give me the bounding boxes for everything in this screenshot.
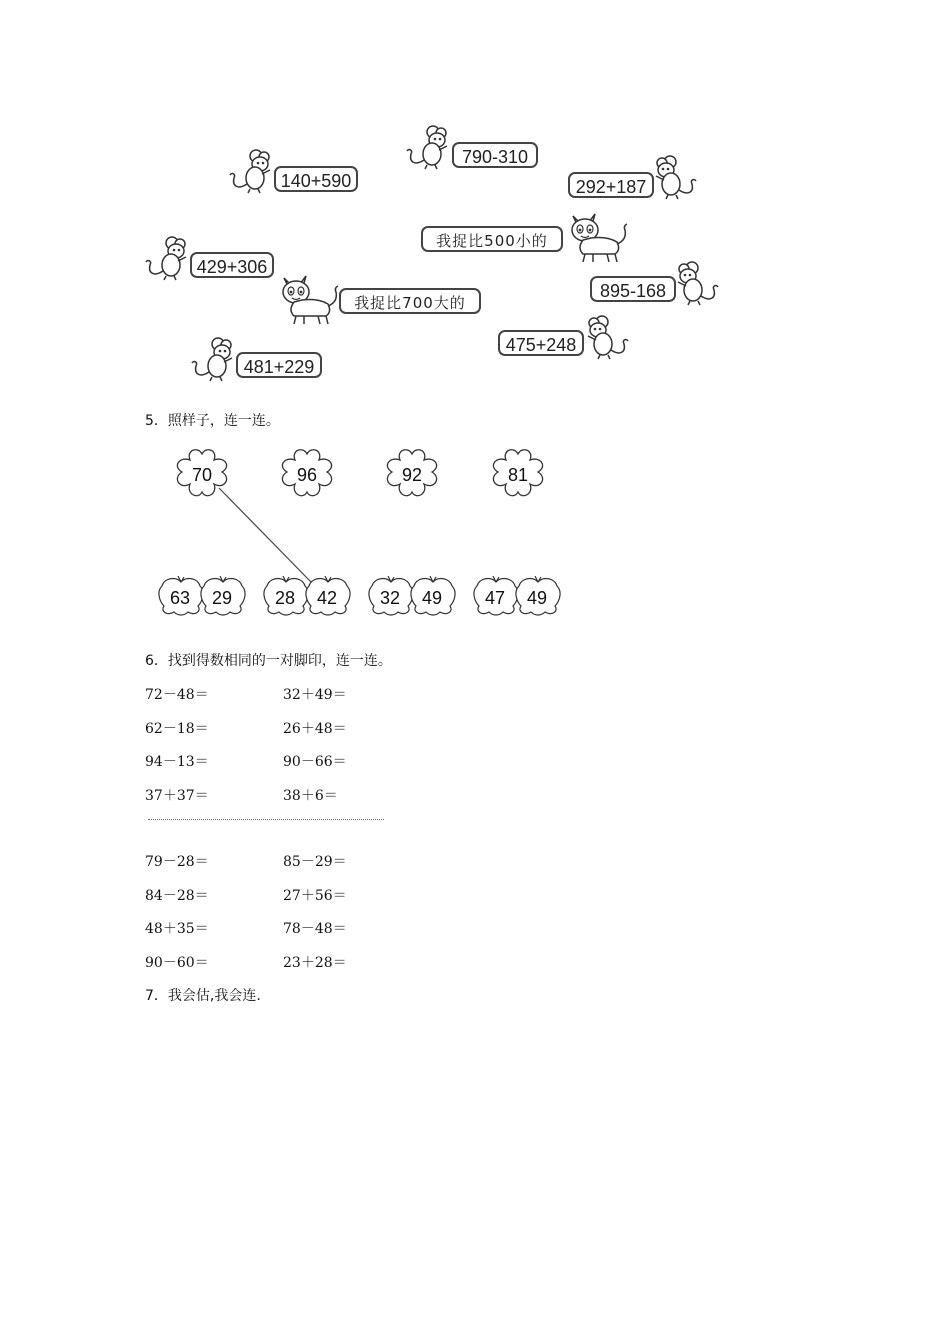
equation-left: 37＋37＝ [145, 788, 209, 804]
equation-left: 72－48＝ [145, 687, 209, 703]
equation-right: 90－66＝ [283, 754, 347, 770]
leaf-number: 42 [316, 588, 338, 608]
leaf-number: 32 [379, 588, 401, 608]
equation-right: 38＋6＝ [283, 788, 338, 804]
equation-right: 78－48＝ [283, 921, 347, 937]
mouse-expression-box: 481+229 [236, 352, 322, 378]
equation-right: 85－29＝ [283, 854, 347, 870]
flower-number: 81 [507, 465, 529, 485]
equation-left: 48＋35＝ [145, 921, 209, 937]
cat-speech-box: 我捉比500小的 [421, 226, 563, 252]
mouse-expression-box: 895-168 [590, 276, 676, 302]
question-5-heading: 5．照样子，连一连。 [145, 413, 280, 429]
flower-number: 96 [296, 465, 318, 485]
dotted-divider [148, 819, 384, 820]
leaf-pair [368, 574, 458, 624]
flower-number: 70 [191, 465, 213, 485]
mouse-expression-box: 292+187 [568, 172, 654, 198]
leaf-pair [263, 574, 353, 624]
leaf-pair [158, 574, 248, 624]
equation-left: 79－28＝ [145, 854, 209, 870]
mouse-expression-box: 790-310 [452, 142, 538, 168]
mouse-expression-box: 140+590 [274, 166, 358, 192]
equation-right: 32＋49＝ [283, 687, 347, 703]
equation-left: 84－28＝ [145, 888, 209, 904]
leaf-number: 63 [169, 588, 191, 608]
example-connecting-line [0, 0, 950, 620]
equation-right: 26＋48＝ [283, 721, 347, 737]
equation-right: 27＋56＝ [283, 888, 347, 904]
leaf-number: 49 [526, 588, 548, 608]
question-7-heading: 7．我会估,我会连. [145, 988, 261, 1004]
equation-left: 90－60＝ [145, 955, 209, 971]
equation-right: 23＋28＝ [283, 955, 347, 971]
mouse-expression-box: 475+248 [498, 330, 584, 356]
equation-left: 94－13＝ [145, 754, 209, 770]
equation-left: 62－18＝ [145, 721, 209, 737]
leaf-number: 47 [484, 588, 506, 608]
leaf-number: 29 [211, 588, 233, 608]
leaf-pair [473, 574, 563, 624]
leaf-number: 28 [274, 588, 296, 608]
leaf-number: 49 [421, 588, 443, 608]
question-6-heading: 6．找到得数相同的一对脚印，连一连。 [145, 653, 392, 669]
cat-speech-box: 我捉比700大的 [339, 288, 481, 314]
mouse-expression-box: 429+306 [190, 252, 274, 278]
flower-number: 92 [401, 465, 423, 485]
